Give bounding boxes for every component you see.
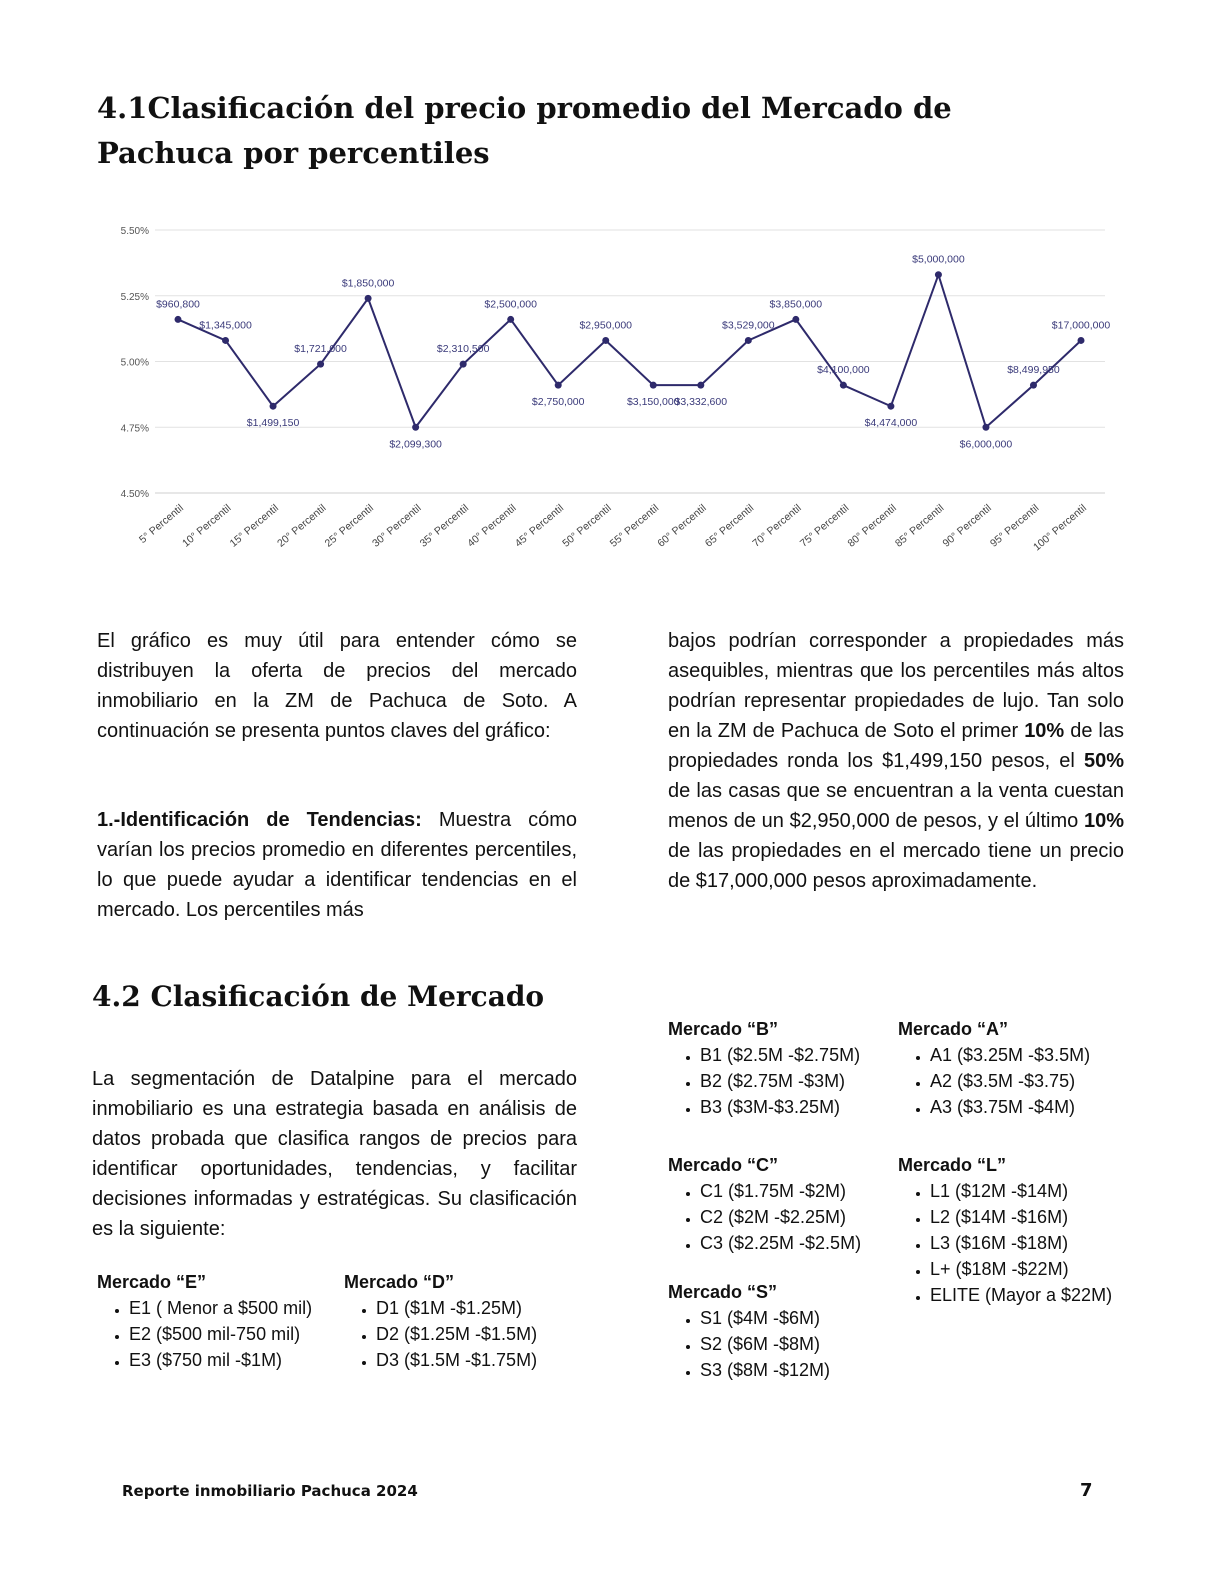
data-label: $2,950,000 [579, 319, 633, 332]
data-point [602, 337, 609, 344]
list-item: • D3 ($1.5M -$1.75M) [376, 1347, 537, 1373]
market-l-list [898, 1178, 1112, 1308]
market-c-block [668, 1155, 861, 1256]
data-label: $2,500,000 [484, 298, 537, 311]
section-title-4-2: 4.2 Clasificación de Mercado [92, 980, 545, 1013]
list-item: • S2 ($6M -$8M) [700, 1331, 830, 1357]
data-point [317, 361, 324, 368]
interp-bold-50: 50% [1083, 750, 1124, 772]
list-item: • L3 ($16M -$18M) [930, 1230, 1112, 1256]
list-item: • A2 ($3.5M -$3.75) [930, 1068, 1090, 1094]
data-point [507, 316, 514, 323]
y-tick-label: 4.75% [120, 423, 149, 435]
market-d-title: Mercado “D” [344, 1272, 455, 1292]
x-tick-label: 35° Percentil [417, 502, 472, 550]
percentile-interpretation-paragraph [668, 626, 1124, 896]
data-point [982, 424, 989, 431]
market-s-title: Mercado “S” [668, 1282, 778, 1302]
data-point [887, 403, 894, 410]
data-label: $6,000,000 [959, 438, 1013, 451]
page-number: 7 [1080, 1480, 1093, 1501]
x-tick-label: 45° Percentil [512, 502, 567, 550]
x-tick-label: 5° Percentil [136, 502, 186, 546]
x-tick-label: 75° Percentil [797, 502, 852, 550]
interp-text-a: bajos podrían corresponder a propiedades más asequibles, mientras que los percentiles más altos podrían representar propiedades de lujo. Tan solo en la ZM de Pachuca de Soto el primer [668, 630, 1124, 742]
list-item: • E1 ( Menor a $500 mil) [129, 1295, 312, 1321]
data-label: $1,499,150 [246, 417, 300, 430]
x-tick-label: 90° Percentil [940, 502, 994, 550]
data-label: $1,345,000 [199, 319, 252, 332]
data-label: $8,499,950 [1007, 364, 1060, 377]
data-point [555, 382, 562, 389]
list-item: • C3 ($2.25M -$2.5M) [700, 1230, 861, 1256]
data-label: $3,150,000 [626, 396, 680, 409]
data-point [935, 271, 942, 278]
interp-bold-last-10: 10% [1083, 810, 1124, 832]
footer-report-title: Reporte inmobiliario Pachuca 2024 [122, 1482, 418, 1500]
x-tick-label: 40° Percentil [465, 502, 519, 550]
market-l-title: Mercado “L” [898, 1155, 1007, 1175]
market-b-title: Mercado “B” [668, 1019, 779, 1039]
list-item: • B1 ($2.5M -$2.75M) [700, 1042, 860, 1068]
list-item: • S3 ($8M -$12M) [700, 1357, 830, 1383]
list-item: • D1 ($1M -$1.25M) [376, 1295, 537, 1321]
x-tick-label: 70° Percentil [750, 502, 804, 550]
list-item: • C1 ($1.75M -$2M) [700, 1178, 861, 1204]
x-tick-label: 15° Percentil [227, 502, 281, 550]
market-s-block [668, 1282, 830, 1383]
chart-gridlines [155, 230, 1105, 493]
data-label: $17,000,000 [1051, 319, 1111, 332]
interp-text-d: de las casas que se encuentran a la venta cuestan menos de un $2,950,000 de pesos, y el último [668, 780, 1124, 832]
list-item: • B2 ($2.75M -$3M) [700, 1068, 860, 1094]
market-l-block [898, 1155, 1112, 1308]
data-point [365, 295, 372, 302]
x-tick-label: 50° Percentil [560, 502, 614, 550]
segmentation-paragraph: La segmentación de Datalpine para el mercado inmobiliario es una estrategia basada en análisis de datos probada que clasifica rangos de precios para identificar oportunidades, tendencias, y facilitar decisiones informadas y estratégicas. Su clasificación es la siguiente: [92, 1068, 577, 1240]
data-point [745, 337, 752, 344]
data-point [412, 424, 419, 431]
x-tick-label: 60° Percentil [655, 502, 709, 550]
market-e-block [97, 1272, 312, 1373]
data-label: $5,000,000 [912, 253, 965, 266]
market-e-title: Mercado “E” [97, 1272, 207, 1292]
list-item: • D2 ($1.25M -$1.5M) [376, 1321, 537, 1347]
market-d-block [344, 1272, 537, 1373]
data-point [175, 316, 182, 323]
interp-text-c: de las propiedades ronda los $1,499,150 pesos, el [668, 720, 1124, 772]
market-b-block [668, 1019, 860, 1120]
list-item: • L+ ($18M -$22M) [930, 1256, 1112, 1282]
x-tick-label: 10° Percentil [180, 502, 234, 550]
data-label: $3,529,000 [722, 319, 775, 332]
y-tick-label: 5.00% [120, 357, 149, 369]
market-d-list [344, 1295, 537, 1373]
x-tick-label: 85° Percentil [892, 502, 947, 550]
chart-x-ticks [137, 502, 1089, 553]
x-tick-label: 100° Percentil [1031, 502, 1089, 554]
market-e-list [97, 1295, 312, 1373]
market-a-block [898, 1019, 1090, 1120]
data-label: $960,800 [156, 298, 200, 311]
list-item: • A1 ($3.25M -$3.5M) [930, 1042, 1090, 1068]
data-label: $4,100,000 [817, 364, 870, 377]
y-tick-label: 5.25% [120, 291, 149, 303]
x-tick-label: 30° Percentil [370, 502, 424, 550]
market-b-list [668, 1042, 860, 1120]
chart-y-ticks [121, 226, 149, 500]
data-label: $2,750,000 [531, 396, 585, 409]
data-label: $4,474,000 [864, 417, 918, 430]
x-tick-label: 55° Percentil [607, 502, 662, 550]
data-label: $3,850,000 [769, 298, 823, 311]
data-point [270, 403, 277, 410]
data-label: $2,099,300 [389, 438, 442, 451]
percentile-line-chart [95, 215, 1125, 575]
trend-identification-paragraph [97, 805, 577, 925]
data-point [222, 337, 229, 344]
interp-text-e: de las propiedades en el mercado tiene un precio de $17,000,000 pesos aproximadamente. [668, 840, 1124, 892]
list-item: • L1 ($12M -$14M) [930, 1178, 1112, 1204]
section-title-4-1: 4.1Clasificación del precio promedio del Mercado de Pachuca por percentiles [97, 91, 952, 170]
data-point [650, 382, 657, 389]
list-item: • E3 ($750 mil -$1M) [129, 1347, 312, 1373]
chart-data-labels [156, 254, 1110, 451]
data-label: $1,721,000 [294, 343, 347, 356]
y-tick-label: 5.50% [120, 226, 149, 237]
x-tick-label: 80° Percentil [845, 502, 899, 550]
data-point [697, 382, 704, 389]
list-item: • L2 ($14M -$16M) [930, 1204, 1112, 1230]
data-point [1078, 337, 1085, 344]
list-item: • ELITE (Mayor a $22M) [930, 1282, 1112, 1308]
data-label: $1,850,000 [341, 277, 395, 290]
data-label: $2,310,500 [436, 343, 490, 356]
list-item: • C2 ($2M -$2.25M) [700, 1204, 861, 1230]
trend-identification-text: Muestra cómo varían los precios promedio en diferentes percentiles, lo que puede ayudar a identificar tendencias en el mercado. Los percentiles más [97, 809, 577, 921]
data-point [1030, 382, 1037, 389]
data-point [460, 361, 467, 368]
market-a-title: Mercado “A” [898, 1019, 1009, 1039]
data-label: $3,332,600 [674, 396, 728, 409]
x-tick-label: 20° Percentil [275, 502, 329, 550]
interp-bold-10: 10% [1024, 720, 1065, 742]
market-c-list [668, 1178, 861, 1256]
y-tick-label: 4.50% [120, 489, 149, 500]
x-tick-label: 25° Percentil [322, 502, 377, 550]
chart-explanation-paragraph: El gráfico es muy útil para entender cómo se distribuyen la oferta de precios del mercado inmobiliario en la ZM de Pachuca de Soto. A continuación se presenta puntos claves del gráfico: [97, 630, 577, 742]
data-point [792, 316, 799, 323]
x-tick-label: 65° Percentil [702, 502, 757, 550]
list-item: • B3 ($3M-$3.25M) [700, 1094, 860, 1120]
market-c-title: Mercado “C” [668, 1155, 779, 1175]
list-item: • E2 ($500 mil-750 mil) [129, 1321, 312, 1347]
data-point [840, 382, 847, 389]
list-item: • A3 ($3.75M -$4M) [930, 1094, 1090, 1120]
list-item: • S1 ($4M -$6M) [700, 1305, 830, 1331]
market-s-list [668, 1305, 830, 1383]
market-a-list [898, 1042, 1090, 1120]
trend-identification-heading: 1.-Identificación de Tendencias: [97, 809, 422, 831]
x-tick-label: 95° Percentil [987, 502, 1042, 550]
